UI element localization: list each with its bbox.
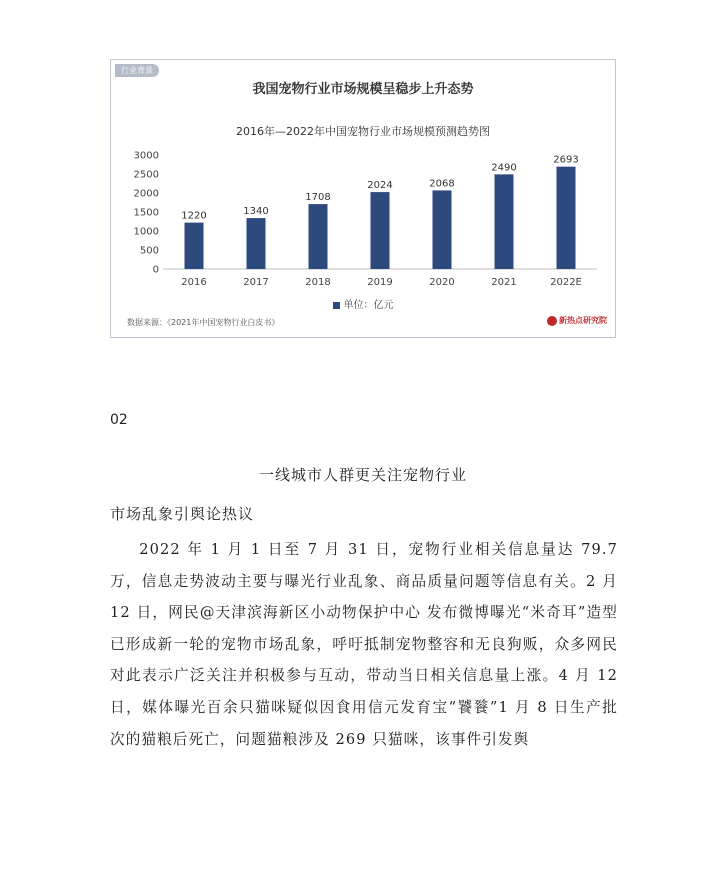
data-label: 2490 bbox=[491, 162, 517, 174]
x-tick-label: 2021 bbox=[491, 277, 517, 288]
legend-swatch bbox=[333, 302, 340, 309]
bar bbox=[557, 167, 576, 269]
data-source: 数据来源：《2021年中国宠物行业白皮书》 bbox=[127, 318, 280, 327]
bar bbox=[247, 218, 266, 269]
x-tick-label: 2022E bbox=[550, 277, 582, 288]
y-tick-label: 3000 bbox=[133, 150, 159, 162]
data-label: 2693 bbox=[553, 154, 579, 166]
section-heading: 一线城市人群更关注宠物行业 bbox=[258, 466, 467, 484]
data-label: 1340 bbox=[243, 206, 269, 218]
logo-icon bbox=[547, 316, 557, 326]
logo-text: 新热点研究院 bbox=[559, 316, 607, 325]
section-number: 02 bbox=[110, 412, 128, 428]
y-tick-label: 2000 bbox=[133, 188, 159, 200]
figure-title: 我国宠物行业市场规模呈稳步上升态势 bbox=[252, 82, 474, 97]
section-subheading: 市场乱象引舆论热议 bbox=[110, 505, 255, 523]
data-label: 2024 bbox=[367, 180, 393, 192]
y-tick-label: 0 bbox=[152, 264, 159, 276]
publisher-logo bbox=[547, 315, 607, 326]
x-tick-label: 2017 bbox=[243, 277, 269, 288]
x-tick-label: 2019 bbox=[367, 277, 393, 288]
y-tick-label: 500 bbox=[139, 245, 159, 257]
x-tick-label: 2018 bbox=[305, 277, 331, 288]
y-tick-label: 2500 bbox=[133, 169, 159, 181]
x-tick-label: 2016 bbox=[181, 277, 207, 288]
body-paragraph: 2022 年 1 月 1 日至 7 月 31 日，宠物行业相关信息量达 79.7 万，信息走势波动主要与曝光行业乱象、商品质量问题等信息有关。2 月 12 日，网民@天津滨海新区小动物保护中心 发布微博曝光“米奇耳”造型已形成新一轮的宠物市场乱象，呼吁抵制宠物整容和无良狗贩，众多网民对此表示广泛关注并积极参与互动，带动当日相关信息量上涨。4 月 12 日，媒体曝光百余只猫咪疑似因食用信元发育宝“饕餮”1 月 8 日生产批次的猫粮后死亡，问题猫粮涉及 269 只猫咪，该事件引发舆 bbox=[110, 541, 618, 748]
legend-label: 单位：亿元 bbox=[343, 300, 394, 311]
chart-figure bbox=[110, 59, 616, 338]
x-tick-label: 2020 bbox=[429, 277, 455, 288]
data-label: 1220 bbox=[181, 210, 207, 222]
bar bbox=[495, 174, 514, 269]
chart-title: 2016年—2022年中国宠物行业市场规模预测趋势图 bbox=[236, 125, 490, 138]
y-tick-label: 1500 bbox=[133, 207, 159, 219]
category-tag: 行业背景 bbox=[115, 64, 159, 77]
chart-legend bbox=[111, 296, 615, 311]
y-tick-label: 1000 bbox=[133, 226, 159, 238]
data-label: 1708 bbox=[305, 192, 331, 204]
bar bbox=[309, 204, 328, 269]
data-label: 2068 bbox=[429, 178, 455, 190]
bar bbox=[185, 223, 204, 269]
bar bbox=[433, 190, 452, 269]
bar bbox=[371, 192, 390, 269]
